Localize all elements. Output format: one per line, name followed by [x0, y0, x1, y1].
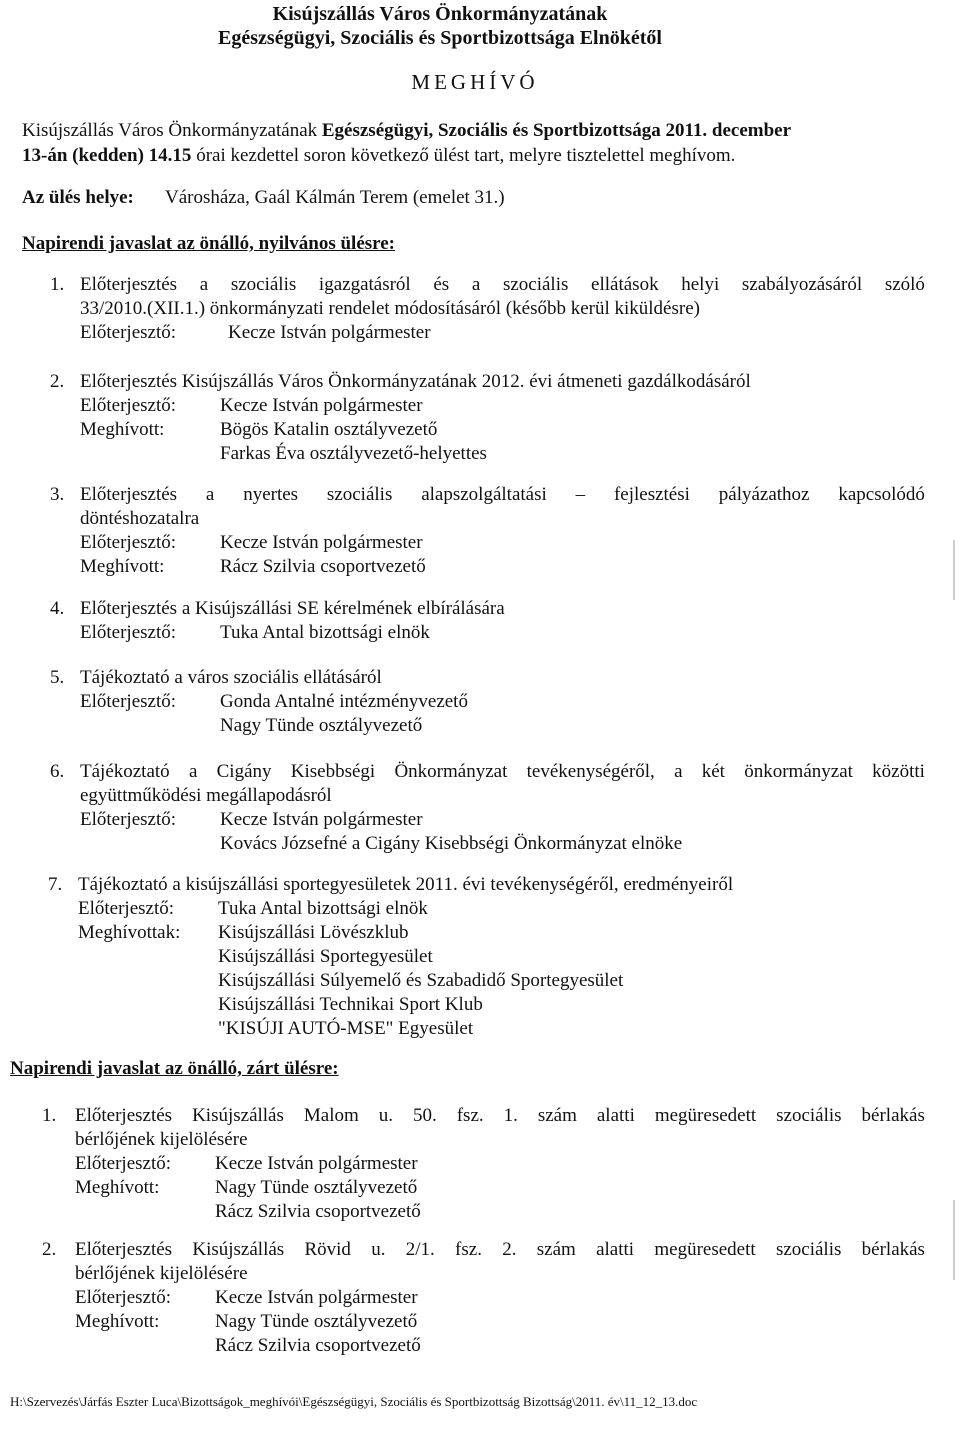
agenda-item-title-line: Előterjesztés a Kisújszállási SE kérelmének elbírálására: [80, 598, 505, 619]
intro-rest: órai kezdettel soron következő ülést tart, melyre tisztelettel meghívom.: [191, 145, 736, 166]
closed-session-heading: Napirendi javaslat az önálló, zárt ülésre:: [10, 1058, 339, 1079]
role-label: Előterjesztő:: [75, 1287, 172, 1308]
role-person: Kecze István polgármester: [220, 809, 423, 830]
role-person: Nagy Tünde osztályvezető: [215, 1177, 418, 1198]
role-person: Kecze István polgármester: [220, 532, 423, 553]
agenda-item-title-line: bérlőjének kijelölésére: [75, 1263, 248, 1284]
role-label: Előterjesztő:: [80, 395, 177, 416]
intro-line-2: [22, 145, 735, 167]
role-person: Nagy Tünde osztályvezető: [215, 1311, 418, 1332]
agenda-item-number: 2.: [50, 371, 65, 392]
role-label: Előterjesztő:: [78, 898, 175, 919]
role-person: Kecze István polgármester: [215, 1287, 418, 1308]
role-person: Kecze István polgármester: [220, 395, 423, 416]
role-person: Tuka Antal bizottsági elnök: [220, 622, 430, 643]
role-person: Kovács Józsefné a Cigány Kisebbségi Önkormányzat elnöke: [220, 833, 683, 854]
role-person: "KISÚJI AUTÓ-MSE" Egyesület: [218, 1018, 474, 1039]
file-path-footer: H:\Szervezés\Járfás Eszter Luca\Bizottságok_meghívói\Egészségügyi, Szociális és Sportbizottság Bizottság\2011. év\11_12_13.doc: [10, 1394, 698, 1409]
agenda-item-title-line: Tájékoztató a Cigány Kisebbségi Önkormányzat tevékenységéről, a két önkormányzat közötti: [80, 761, 925, 782]
role-person: Kisújszállási Súlyemelő és Szabadidő Sportegyesület: [218, 970, 624, 991]
role-label: Meghívott:: [80, 419, 165, 440]
role-person: Nagy Tünde osztályvezető: [220, 715, 423, 736]
agenda-item-title-line: bérlőjének kijelölésére: [75, 1129, 248, 1150]
role-person: Kecze István polgármester: [215, 1153, 418, 1174]
role-person: Gonda Antalné intézményvezető: [220, 691, 468, 712]
agenda-item-title-line: Tájékoztató a város szociális ellátásáról: [80, 667, 382, 688]
role-person: Kisújszállási Technikai Sport Klub: [218, 994, 483, 1015]
role-person: Kecze István polgármester: [228, 322, 431, 343]
agenda-item-title-line: Tájékoztató a kisújszállási sportegyesületek 2011. évi tevékenységéről, eredményeiről: [78, 874, 734, 895]
agenda-item-number: 2.: [42, 1239, 57, 1260]
document-title: MEGHÍVÓ: [411, 70, 539, 94]
role-label: Előterjesztő:: [80, 532, 177, 553]
role-label: Előterjesztő:: [80, 691, 177, 712]
role-label: Meghívott:: [80, 556, 165, 577]
venue-row: [22, 187, 505, 209]
venue-value: Városháza, Gaál Kálmán Terem (emelet 31.): [165, 187, 505, 208]
agenda-item-number: 6.: [50, 761, 65, 782]
agenda-item-number: 1.: [50, 274, 65, 295]
role-person: Rácz Szilvia csoportvezető: [220, 556, 426, 577]
header-line-1: Kisújszállás Város Önkormányzatának: [272, 3, 608, 25]
role-label: Előterjesztő:: [80, 322, 177, 343]
agenda-item-number: 7.: [48, 874, 63, 895]
venue-label: Az ülés helye:: [22, 187, 134, 208]
agenda-item-number: 1.: [42, 1105, 57, 1126]
open-session-heading: Napirendi javaslat az önálló, nyilvános ülésre:: [22, 233, 395, 254]
role-person: Kisújszállási Sportegyesület: [218, 946, 433, 967]
role-person: Kisújszállási Lövészklub: [218, 922, 409, 943]
scan-margin-mark: [953, 540, 955, 600]
role-label: Előterjesztő:: [80, 622, 177, 643]
role-label: Meghívott:: [75, 1177, 160, 1198]
intro-date: 13-án (kedden) 14.15: [22, 145, 192, 166]
role-person: Bögös Katalin osztályvezető: [220, 419, 438, 440]
intro-line-1: [22, 120, 791, 142]
agenda-item-title-line: 33/2010.(XII.1.) önkormányzati rendelet módosításáról (később kerül kiküldésre): [80, 298, 700, 319]
role-label: Meghívott:: [75, 1311, 160, 1332]
agenda-item-title-line: döntéshozatalra: [80, 508, 200, 529]
role-label: Meghívottak:: [78, 922, 181, 943]
agenda-item-number: 3.: [50, 484, 65, 505]
agenda-item-title-line: Előterjesztés a szociális igazgatásról és a szociális ellátások helyi szabályozásáról szóló: [80, 274, 925, 295]
scan-margin-mark: [953, 1200, 955, 1280]
agenda-item-title-line: együttműködési megállapodásról: [80, 785, 332, 806]
intro-part-1: Kisújszállás Város Önkormányzatának: [22, 120, 322, 141]
agenda-item-title-line: Előterjesztés Kisújszállás Város Önkormányzatának 2012. évi átmeneti gazdálkodásáról: [80, 371, 751, 392]
agenda-item-title-line: Előterjesztés a nyertes szociális alapszolgáltatási – fejlesztési pályázathoz kapcsolódó: [80, 484, 925, 505]
header-line-2: Egészségügyi, Szociális és Sportbizottsága Elnökétől: [218, 27, 662, 49]
role-label: Előterjesztő:: [75, 1153, 172, 1174]
agenda-item-number: 5.: [50, 667, 65, 688]
role-person: Rácz Szilvia csoportvezető: [215, 1201, 421, 1222]
role-person: Farkas Éva osztályvezető-helyettes: [220, 443, 487, 464]
agenda-item-title-line: Előterjesztés Kisújszállás Rövid u. 2/1. fsz. 2. szám alatti megüresedett szociális bérlakás: [75, 1239, 925, 1260]
role-person: Tuka Antal bizottsági elnök: [218, 898, 428, 919]
intro-part-1-bold: Egészségügyi, Szociális és Sportbizottsága 2011. december: [321, 120, 792, 141]
agenda-item-title-line: Előterjesztés Kisújszállás Malom u. 50. fsz. 1. szám alatti megüresedett szociális bérlakás: [75, 1105, 925, 1126]
agenda-item-number: 4.: [50, 598, 65, 619]
role-person: Rácz Szilvia csoportvezető: [215, 1335, 421, 1356]
role-label: Előterjesztő:: [80, 809, 177, 830]
